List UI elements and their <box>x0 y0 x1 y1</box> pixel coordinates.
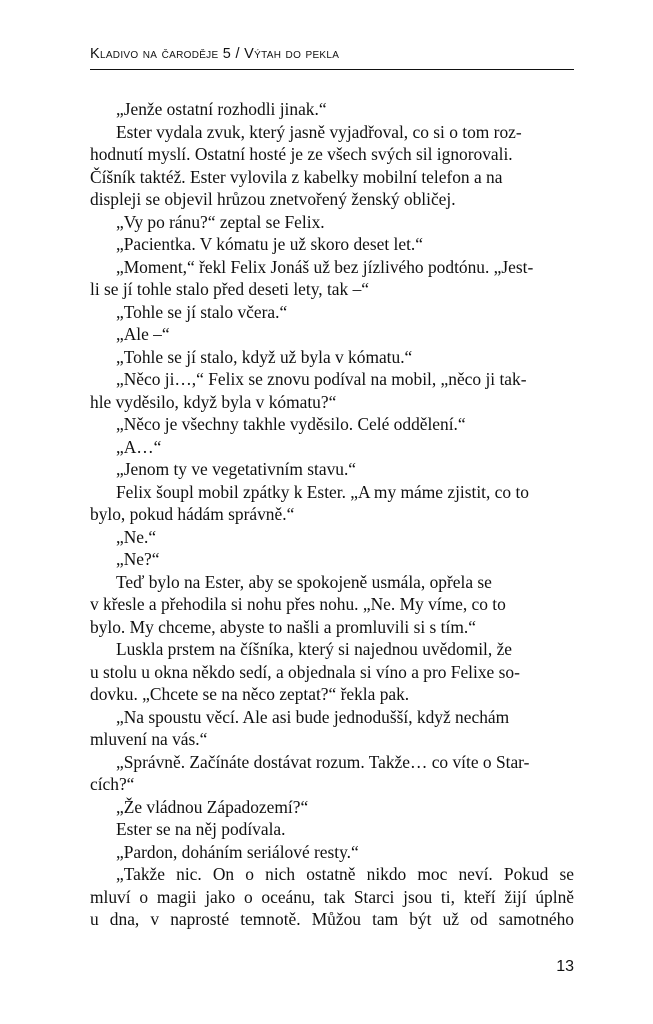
page-number: 13 <box>556 958 574 975</box>
running-head-title: Kladivo na čaroděje 5 / Výtah do pekla <box>90 46 340 62</box>
paragraph: „Jenom ty ve vegetativním stavu.“ <box>116 459 357 479</box>
paragraph: „Ale –“ <box>116 324 170 344</box>
paragraph: „Ne.“ <box>116 526 157 547</box>
paragraph: Felix šoupl mobil zpátky k Ester. „A my máme zjistit, co to bylo, pokud hádám správně.“ <box>90 481 529 524</box>
paragraph: „Že vládnou Západozemí?“ <box>116 796 309 817</box>
paragraph: „Něco ji…,“ Felix se znovu podíval na mobil, „něco ji tak- hle vyděsilo, když byla v kómatu?“ <box>90 369 527 412</box>
body-text <box>90 98 574 931</box>
paragraph: „Jenže ostatní rozhodli jinak.“ <box>116 99 327 119</box>
paragraph: Teď bylo na Ester, aby se spokojeně usmála, opřela se v křesle a přehodila si nohu přes nohu. „Ne. My víme, co to bylo. My chceme, abyste to našli a promluvili si s tím.“ <box>90 571 506 637</box>
paragraph: „Na spoustu věcí. Ale asi bude jednodušší, když nechám mluvení na vás.“ <box>90 706 510 749</box>
paragraph: „Správně. Začínáte dostávat rozum. Takže… co víte o Star- cích?“ <box>90 751 530 794</box>
header-rule <box>90 69 574 70</box>
paragraph: „Ne?“ <box>116 549 160 569</box>
paragraph: „Tohle se jí stalo, když už byla v kómatu.“ <box>116 346 413 367</box>
paragraph: Ester vydala zvuk, který jasně vyjadřoval, co si o tom roz- hodnutí myslí. Ostatní hosté je ze všech svých sil ignorovali. Číšník taktéž. Ester vylovila z kabelky mobilní telefon a na displeji se objevil hrůzou znetvořený ženský obličej. <box>90 121 522 209</box>
paragraph: „Vy po ránu?“ zeptal se Felix. <box>116 211 325 232</box>
paragraph: „A…“ <box>116 436 162 457</box>
paragraph: Luskla prstem na číšníka, který si najednou uvědomil, že u stolu u okna někdo sedí, a objednala si víno a pro Felixe so- dovku. „Chcete se na něco zeptat?“ řekla pak. <box>90 639 520 704</box>
paragraph: „Tohle se jí stalo včera.“ <box>116 301 288 322</box>
paragraph: „Pardon, doháním seriálové resty.“ <box>116 841 359 862</box>
paragraph: „Něco je všechny takhle vyděsilo. Celé oddělení.“ <box>116 414 466 434</box>
paragraph: „Takže nic. On o nich ostatně nikdo moc neví. Pokud se mluví o magii jako o oceánu, tak Starci jsou ti, kteří žijí úplně u dna, v naprosté temnotě. Můžou tam být už od samotného <box>90 864 574 929</box>
paragraph: „Moment,“ řekl Felix Jonáš už bez jízlivého podtónu. „Jest- li se jí tohle stalo před deseti lety, tak –“ <box>90 256 534 299</box>
paragraph: Ester se na něj podívala. <box>116 819 286 839</box>
paragraph: „Pacientka. V kómatu je už skoro deset let.“ <box>116 234 423 254</box>
